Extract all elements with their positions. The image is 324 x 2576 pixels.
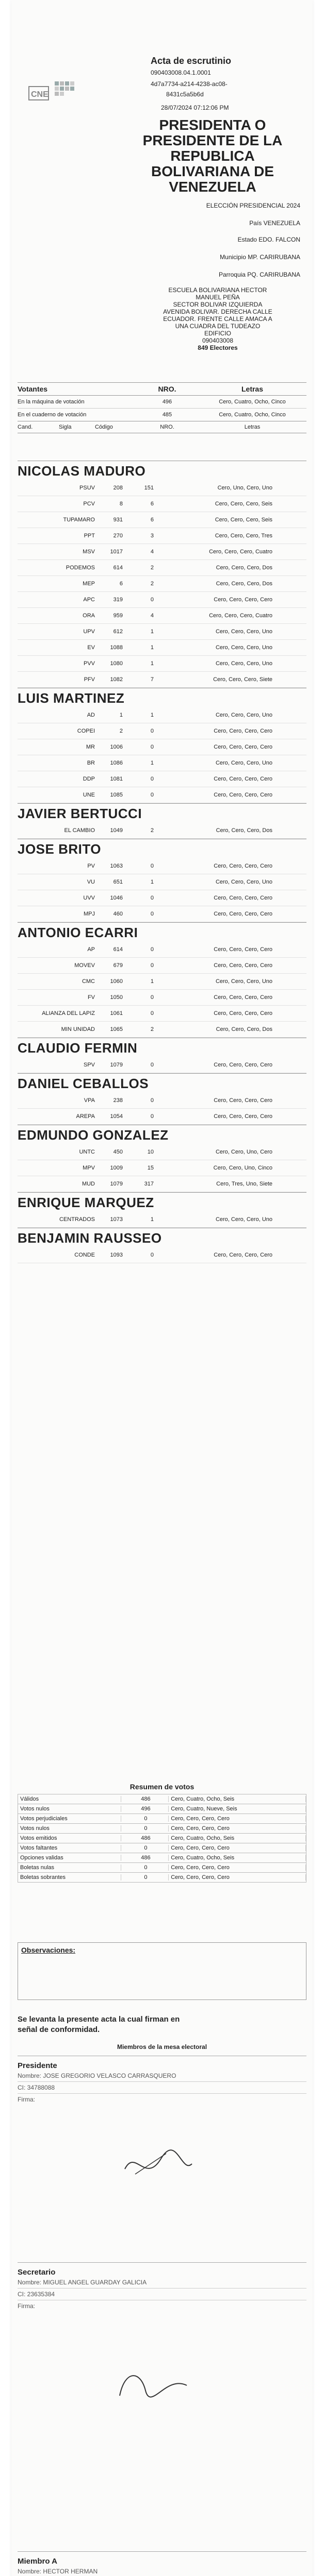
resumen-label: Votos faltantes xyxy=(18,1845,121,1851)
party-nro: 1 xyxy=(150,629,154,635)
party-codigo: 1049 xyxy=(110,827,123,834)
party-codigo: 1 xyxy=(119,712,123,718)
party-nro: 6 xyxy=(150,517,154,523)
candidates-list xyxy=(18,461,306,1263)
votantes-row-nro: 496 xyxy=(162,399,172,405)
party-codigo: 6 xyxy=(119,581,123,587)
party-sigla: MIN UNIDAD xyxy=(61,1026,95,1032)
votantes-row-label: En la máquina de votación xyxy=(18,399,85,405)
party-sigla: UNTC xyxy=(79,1149,95,1155)
resumen-nro: 486 xyxy=(121,1855,169,1861)
party-sigla: PFV xyxy=(84,676,95,683)
candidate-name: CLAUDIO FERMIN xyxy=(18,1038,306,1057)
party-letras: Cero, Cero, Uno, Cero xyxy=(215,1149,272,1155)
party-codigo: 959 xyxy=(113,613,123,619)
estado: Estado EDO. FALCON xyxy=(237,236,300,243)
party-nro: 0 xyxy=(150,1097,154,1104)
party-nro: 7 xyxy=(150,676,154,683)
candidate-block xyxy=(18,1073,306,1125)
resumen-nro: 496 xyxy=(121,1806,169,1812)
party-letras: Cero, Cero, Cero, Cero xyxy=(214,792,272,798)
party-sigla: PPT xyxy=(84,533,95,539)
party-nro: 0 xyxy=(150,863,154,869)
resumen-nro: 0 xyxy=(121,1816,169,1822)
party-sigla: MEP xyxy=(83,581,95,587)
party-sigla: FV xyxy=(87,994,95,1001)
party-codigo: 208 xyxy=(113,485,123,491)
party-letras: Cero, Cero, Cero, Uno xyxy=(215,760,272,766)
party-letras: Cero, Cero, Cero, Cero xyxy=(214,744,272,750)
party-codigo: 319 xyxy=(113,597,123,603)
party-letras: Cero, Cero, Cero, Cero xyxy=(214,911,272,917)
resumen-letras: Cero, Cuatro, Ocho, Seis xyxy=(169,1835,306,1841)
candidate-block xyxy=(18,803,306,839)
party-sigla: AP xyxy=(87,946,95,953)
resumen-label: Votos emitidos xyxy=(18,1835,121,1841)
party-letras: Cero, Cero, Cero, Uno xyxy=(215,629,272,635)
party-letras: Cero, Cero, Cero, Dos xyxy=(216,827,272,834)
party-nro: 0 xyxy=(150,728,154,734)
party-nro: 0 xyxy=(150,744,154,750)
party-sigla: TUPAMARO xyxy=(63,517,95,523)
party-nro: 317 xyxy=(144,1181,154,1187)
resumen-label: Boletas nulas xyxy=(18,1865,121,1871)
party-row xyxy=(18,576,306,592)
party-sigla: AD xyxy=(87,712,95,718)
datetime: 28/07/2024 07:12:06 PM xyxy=(161,104,229,111)
resumen-row xyxy=(18,1794,306,1804)
col-votantes: Votantes xyxy=(18,385,48,393)
party-row xyxy=(18,906,306,922)
member-block xyxy=(18,2262,306,2551)
party-row xyxy=(18,823,306,839)
hash-top-1: 4d7a7734-a214-4238-ac08- xyxy=(151,80,228,88)
col-nro: NRO. xyxy=(158,385,176,393)
party-sigla: COPEI xyxy=(77,728,95,734)
party-row xyxy=(18,1247,306,1263)
party-codigo: 1073 xyxy=(110,1216,123,1223)
party-codigo: 931 xyxy=(113,517,123,523)
candidate-block xyxy=(18,461,306,688)
party-sigla: MUD xyxy=(82,1181,95,1187)
party-nro: 0 xyxy=(150,1113,154,1120)
party-row xyxy=(18,1176,306,1192)
party-sigla: BR xyxy=(87,760,95,766)
hash-top-2: 8431c5a5b6d xyxy=(166,91,204,98)
signature-presidente xyxy=(104,2143,207,2190)
party-row xyxy=(18,771,306,787)
election-name: ELECCIÓN PRESIDENCIAL 2024 xyxy=(206,202,300,209)
party-row xyxy=(18,608,306,624)
party-nro: 4 xyxy=(150,613,154,619)
party-nro: 2 xyxy=(150,1026,154,1032)
resumen-label: Votos nulos xyxy=(18,1825,121,1832)
candidate-block xyxy=(18,1038,306,1073)
party-nro: 0 xyxy=(150,946,154,953)
party-letras: Cero, Cero, Cero, Cero xyxy=(214,962,272,969)
center-address: ESCUELA BOLIVARIANA HECTOR MANUEL PEÑA SECTOR BOLIVAR IZQUIERDA AVENIDA BOLIVAR. DERECHA CALLE ECUADOR. FRENTE CALLE AMACA A UNA CUADRA DEL TUDEAZO EDIFICIO 090403008 849 Electores xyxy=(163,286,272,351)
party-sigla: EL CAMBIO xyxy=(64,827,95,834)
col-letras: Letras xyxy=(241,385,264,393)
party-nro: 2 xyxy=(150,827,154,834)
party-codigo: 1093 xyxy=(110,1252,123,1258)
party-row xyxy=(18,1160,306,1176)
party-row xyxy=(18,1006,306,1022)
party-letras: Cero, Cero, Cero, Dos xyxy=(216,1026,272,1032)
candidate-block xyxy=(18,922,306,1038)
party-letras: Cero, Cero, Cero, Cero xyxy=(214,597,272,603)
resumen-label: Válidos xyxy=(18,1796,121,1802)
party-letras: Cero, Cero, Cero, Cero xyxy=(214,1010,272,1016)
party-letras: Cero, Cero, Cero, Cero xyxy=(214,728,272,734)
resumen-letras: Cero, Cuatro, Nueve, Seis xyxy=(169,1806,306,1812)
party-codigo: 1085 xyxy=(110,792,123,798)
party-nro: 10 xyxy=(147,1149,154,1155)
resumen-title: Resumen de votos xyxy=(129,1783,195,1791)
resumen-letras: Cero, Cero, Cero, Cero xyxy=(169,1825,306,1832)
resumen-nro: 0 xyxy=(121,1874,169,1880)
resumen-nro: 0 xyxy=(121,1825,169,1832)
party-codigo: 612 xyxy=(113,629,123,635)
party-row xyxy=(18,544,306,560)
party-letras: Cero, Tres, Uno, Siete xyxy=(216,1181,272,1187)
candidate-name: ANTONIO ECARRI xyxy=(18,922,306,942)
resumen-section xyxy=(18,1783,306,1883)
party-nro: 1 xyxy=(150,660,154,667)
party-row xyxy=(18,512,306,528)
resumen-row xyxy=(18,1873,306,1883)
party-nro: 2 xyxy=(150,581,154,587)
candidate-name: JAVIER BERTUCCI xyxy=(18,803,306,823)
party-row xyxy=(18,1093,306,1109)
resumen-row xyxy=(18,1843,306,1853)
party-row xyxy=(18,958,306,974)
party-codigo: 1009 xyxy=(110,1165,123,1171)
party-sigla: MOVEV xyxy=(74,962,95,969)
party-nro: 1 xyxy=(150,645,154,651)
resumen-nro: 0 xyxy=(121,1845,169,1851)
resumen-letras: Cero, Cuatro, Ocho, Seis xyxy=(169,1855,306,1861)
party-sigla: MPV xyxy=(83,1165,95,1171)
party-sigla: EV xyxy=(87,645,95,651)
party-nro: 6 xyxy=(150,501,154,507)
votantes-row-letras: Cero, Cuatro, Ocho, Cinco xyxy=(219,399,286,405)
candidate-name: NICOLAS MADURO xyxy=(18,461,306,480)
resumen-label: Opciones validas xyxy=(18,1855,121,1861)
party-nro: 0 xyxy=(150,895,154,901)
parroquia: Parroquia PQ. CARIRUBANA xyxy=(218,271,300,278)
party-nro: 151 xyxy=(144,485,154,491)
party-letras: Cero, Cero, Cero, Cero xyxy=(214,994,272,1001)
conformidad-text: Se levanta la presente acta la cual firman en señal de conformidad. xyxy=(18,2015,180,2034)
party-letras: Cero, Cero, Uno, Cinco xyxy=(213,1165,272,1171)
candidate-name: DANIEL CEBALLOS xyxy=(18,1073,306,1093)
cne-logo xyxy=(28,77,78,109)
party-codigo: 1080 xyxy=(110,660,123,667)
party-letras: Cero, Cero, Cero, Uno xyxy=(215,645,272,651)
party-letras: Cero, Cero, Cero, Uno xyxy=(215,978,272,985)
party-codigo: 1046 xyxy=(110,895,123,901)
party-row xyxy=(18,1212,306,1228)
party-nro: 15 xyxy=(147,1165,154,1171)
resumen-row xyxy=(18,1853,306,1863)
candidate-name: ENRIQUE MARQUEZ xyxy=(18,1192,306,1212)
party-row xyxy=(18,707,306,723)
party-codigo: 1061 xyxy=(110,1010,123,1016)
municipio: Municipio MP. CARIRUBANA xyxy=(220,253,300,261)
party-sigla: CONDE xyxy=(74,1252,95,1258)
party-row xyxy=(18,528,306,544)
party-sigla: CENTRADOS xyxy=(59,1216,95,1223)
pais: País VENEZUELA xyxy=(249,219,300,227)
party-nro: 1 xyxy=(150,879,154,885)
candidate-name: EDMUNDO GONZALEZ xyxy=(18,1125,306,1144)
party-sigla: UNE xyxy=(83,792,95,798)
party-codigo: 614 xyxy=(113,946,123,953)
party-codigo: 1060 xyxy=(110,978,123,985)
party-sigla: VU xyxy=(87,879,95,885)
party-codigo: 1079 xyxy=(110,1062,123,1068)
party-letras: Cero, Cero, Cero, Uno xyxy=(215,879,272,885)
party-row xyxy=(18,496,306,512)
party-codigo: 1054 xyxy=(110,1113,123,1120)
party-sigla: SPV xyxy=(83,1062,95,1068)
party-sigla: PSUV xyxy=(79,485,95,491)
acta-number: 090403008.04.1.0001 xyxy=(151,69,211,76)
party-codigo: 1006 xyxy=(110,744,123,750)
votantes-row-label: En el cuaderno de votación xyxy=(18,412,87,418)
votantes-table xyxy=(18,382,306,433)
party-sigla: PCV xyxy=(83,501,95,507)
member-ci: CI: 23635384 xyxy=(18,2289,306,2300)
party-row xyxy=(18,640,306,656)
party-row xyxy=(18,1144,306,1160)
party-letras: Cero, Cero, Cero, Cero xyxy=(214,863,272,869)
party-row xyxy=(18,974,306,990)
party-row xyxy=(18,672,306,688)
party-codigo: 270 xyxy=(113,533,123,539)
observaciones-label: Observaciones: xyxy=(21,1946,76,1954)
party-row xyxy=(18,592,306,608)
party-codigo: 450 xyxy=(113,1149,123,1155)
resumen-letras: Cero, Cero, Cero, Cero xyxy=(169,1845,306,1851)
member-firma: Firma: xyxy=(18,2096,35,2103)
party-codigo: 1050 xyxy=(110,994,123,1001)
candidate-name: LUIS MARTINEZ xyxy=(18,688,306,707)
resumen-nro: 0 xyxy=(121,1865,169,1871)
svg-text:CNE: CNE xyxy=(31,90,48,99)
party-letras: Cero, Cero, Cero, Uno xyxy=(215,712,272,718)
party-row xyxy=(18,1057,306,1073)
party-sigla: VPA xyxy=(84,1097,95,1104)
party-codigo: 1081 xyxy=(110,776,123,782)
party-nro: 0 xyxy=(150,994,154,1001)
party-row xyxy=(18,787,306,803)
party-sigla: UVV xyxy=(83,895,95,901)
party-letras: Cero, Cero, Cero, Siete xyxy=(213,676,272,683)
subcol-codigo: Código xyxy=(95,424,113,430)
resumen-row xyxy=(18,1824,306,1834)
party-letras: Cero, Cero, Cero, Seis xyxy=(215,517,272,523)
resumen-row xyxy=(18,1834,306,1843)
party-codigo: 1017 xyxy=(110,549,123,555)
party-nro: 0 xyxy=(150,962,154,969)
resumen-label: Votos perjudiciales xyxy=(18,1816,121,1822)
subcol-cand: Cand. xyxy=(18,424,33,430)
party-sigla: ORA xyxy=(83,613,95,619)
observaciones-box xyxy=(18,1942,306,2000)
resumen-row xyxy=(18,1814,306,1824)
party-sigla: PODEMOS xyxy=(66,565,95,571)
party-letras: Cero, Cero, Cero, Cuatro xyxy=(209,549,272,555)
party-codigo: 614 xyxy=(113,565,123,571)
party-letras: Cero, Cero, Cero, Cero xyxy=(214,1252,272,1258)
election-title: PRESIDENTA O PRESIDENTE DE LA REPUBLICA BOLIVARIANA DE VENEZUELA xyxy=(142,117,283,195)
party-row xyxy=(18,890,306,906)
party-nro: 0 xyxy=(150,1010,154,1016)
party-row xyxy=(18,1109,306,1125)
resumen-row xyxy=(18,1804,306,1814)
candidate-block xyxy=(18,1192,306,1228)
party-nro: 0 xyxy=(150,597,154,603)
party-row xyxy=(18,755,306,771)
resumen-letras: Cero, Cuatro, Ocho, Seis xyxy=(169,1796,306,1802)
party-letras: Cero, Cero, Cero, Cero xyxy=(214,776,272,782)
party-codigo: 651 xyxy=(113,879,123,885)
party-row xyxy=(18,858,306,874)
party-nro: 0 xyxy=(150,911,154,917)
resumen-letras: Cero, Cero, Cero, Cero xyxy=(169,1865,306,1871)
party-letras: Cero, Cero, Cero, Dos xyxy=(216,565,272,571)
resumen-letras: Cero, Cero, Cero, Cero xyxy=(169,1816,306,1822)
party-row xyxy=(18,656,306,672)
party-nro: 1 xyxy=(150,978,154,985)
party-row xyxy=(18,942,306,958)
party-sigla: MR xyxy=(86,744,95,750)
party-letras: Cero, Cero, Cero, Cuatro xyxy=(209,613,272,619)
acta-paper xyxy=(11,0,313,2576)
party-letras: Cero, Cero, Cero, Seis xyxy=(215,501,272,507)
party-letras: Cero, Cero, Cero, Cero xyxy=(214,1113,272,1120)
party-row xyxy=(18,723,306,739)
party-nro: 1 xyxy=(150,712,154,718)
resumen-label: Boletas sobrantes xyxy=(18,1874,121,1880)
member-role: Miembro A xyxy=(18,2557,57,2566)
party-nro: 0 xyxy=(150,1252,154,1258)
party-codigo: 1079 xyxy=(110,1181,123,1187)
members-list xyxy=(18,2056,306,2576)
miembros-title: Miembros de la mesa electoral xyxy=(117,2043,207,2050)
party-nro: 1 xyxy=(150,1216,154,1223)
candidate-block xyxy=(18,1125,306,1192)
resumen-letras: Cero, Cero, Cero, Cero xyxy=(169,1874,306,1880)
party-letras: Cero, Cero, Cero, Dos xyxy=(216,581,272,587)
candidate-block xyxy=(18,839,306,922)
party-letras: Cero, Cero, Cero, Uno xyxy=(215,1216,272,1223)
party-letras: Cero, Cero, Cero, Cero xyxy=(214,1097,272,1104)
subcol-sigla: Sigla xyxy=(59,424,72,430)
party-codigo: 1088 xyxy=(110,645,123,651)
party-letras: Cero, Cero, Cero, Uno xyxy=(215,660,272,667)
party-codigo: 1082 xyxy=(110,676,123,683)
votantes-row-nro: 485 xyxy=(162,412,172,418)
votantes-row-letras: Cero, Cuatro, Ocho, Cinco xyxy=(219,412,286,418)
candidate-block xyxy=(18,1228,306,1263)
party-letras: Cero, Cero, Cero, Cero xyxy=(214,895,272,901)
resumen-label: Votos nulos xyxy=(18,1806,121,1812)
member-role: Presidente xyxy=(18,2061,57,2070)
candidate-name: BENJAMIN RAUSSEO xyxy=(18,1228,306,1247)
party-sigla: PV xyxy=(87,863,95,869)
party-sigla: UPV xyxy=(83,629,95,635)
party-codigo: 2 xyxy=(119,728,123,734)
party-row xyxy=(18,1022,306,1038)
member-ci: CI: 34788088 xyxy=(18,2082,306,2094)
resumen-nro: 486 xyxy=(121,1835,169,1841)
acta-label: Acta de escrutinio xyxy=(151,56,232,66)
party-sigla: MPJ xyxy=(84,911,95,917)
resumen-row xyxy=(18,1863,306,1873)
party-row xyxy=(18,560,306,576)
party-row xyxy=(18,990,306,1006)
subcol-letras: Letras xyxy=(244,424,261,430)
member-block xyxy=(18,2551,306,2576)
party-row xyxy=(18,480,306,496)
resumen-nro: 486 xyxy=(121,1796,169,1802)
party-letras: Cero, Cero, Cero, Cero xyxy=(214,1062,272,1068)
party-letras: Cero, Cero, Cero, Cero xyxy=(214,946,272,953)
party-sigla: MSV xyxy=(83,549,95,555)
party-codigo: 1086 xyxy=(110,760,123,766)
party-nro: 2 xyxy=(150,565,154,571)
party-nro: 4 xyxy=(150,549,154,555)
party-sigla: CMC xyxy=(82,978,95,985)
party-sigla: APC xyxy=(83,597,95,603)
member-role: Secretario xyxy=(18,2268,56,2277)
party-codigo: 238 xyxy=(113,1097,123,1104)
member-nombre: Nombre: MIGUEL ANGEL GUARDAY GALICIA xyxy=(18,2277,306,2289)
signature-secretario xyxy=(104,2360,207,2406)
subcol-nro: NRO. xyxy=(160,424,174,430)
party-sigla: ALIANZA DEL LAPIZ xyxy=(42,1010,95,1016)
party-nro: 0 xyxy=(150,792,154,798)
party-row xyxy=(18,739,306,755)
party-sigla: AREPA xyxy=(76,1113,95,1120)
party-codigo: 1063 xyxy=(110,863,123,869)
party-letras: Cero, Cero, Cero, Tres xyxy=(215,533,272,539)
party-letras: Cero, Uno, Cero, Uno xyxy=(217,485,272,491)
resumen-table xyxy=(18,1794,306,1883)
party-sigla: PVV xyxy=(83,660,95,667)
member-firma: Firma: xyxy=(18,2302,35,2310)
party-sigla: DDP xyxy=(83,776,95,782)
candidate-name: JOSE BRITO xyxy=(18,839,306,858)
party-row xyxy=(18,624,306,640)
party-nro: 0 xyxy=(150,1062,154,1068)
member-nombre: Nombre: JOSE GREGORIO VELASCO CARRASQUERO xyxy=(18,2070,306,2082)
party-codigo: 1065 xyxy=(110,1026,123,1032)
party-nro: 1 xyxy=(150,760,154,766)
candidate-block xyxy=(18,688,306,803)
party-row xyxy=(18,874,306,890)
party-codigo: 8 xyxy=(119,501,123,507)
party-codigo: 460 xyxy=(113,911,123,917)
party-codigo: 679 xyxy=(113,962,123,969)
member-nombre: Nombre: HECTOR HERMAN xyxy=(18,2566,306,2576)
party-nro: 3 xyxy=(150,533,154,539)
party-nro: 0 xyxy=(150,776,154,782)
